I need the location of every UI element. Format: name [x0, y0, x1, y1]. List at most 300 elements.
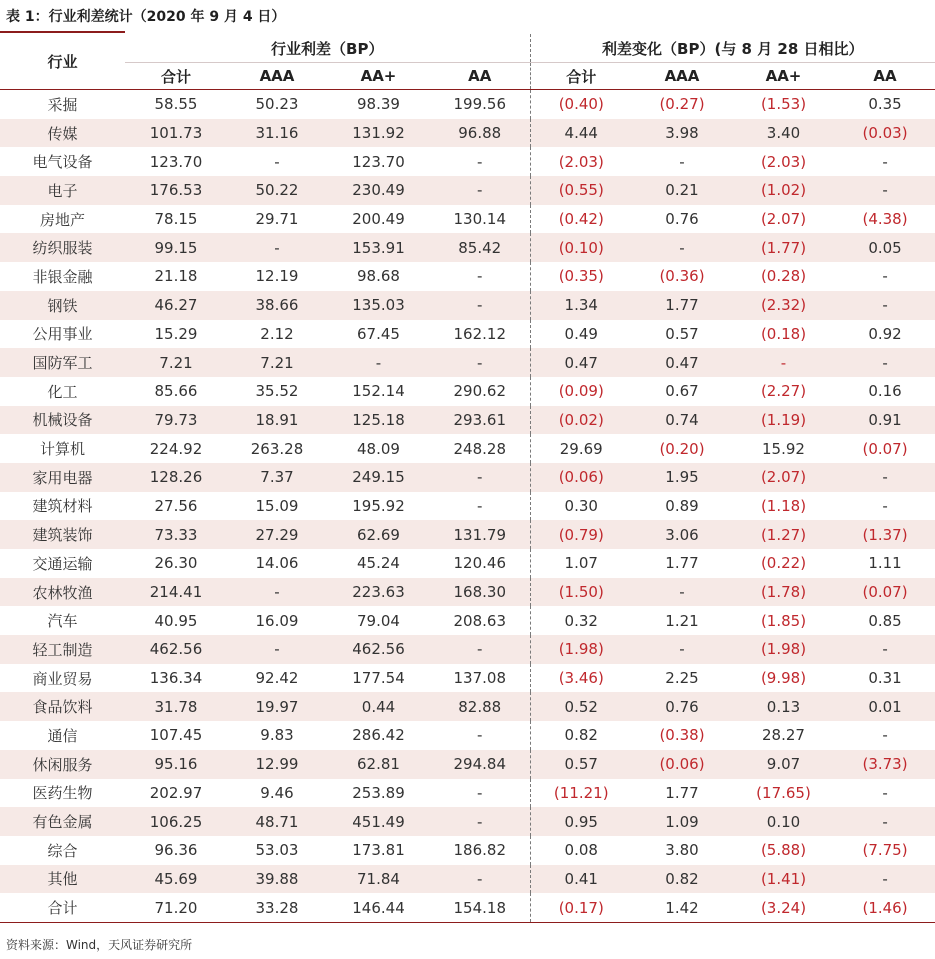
sub-header-2: AA+: [327, 63, 430, 90]
value-cell: 40.95: [154, 611, 198, 630]
industry-cell: 农林牧渔: [0, 578, 125, 607]
value-cell: 19.97: [227, 692, 327, 721]
value-cell: 0.30: [530, 492, 632, 521]
value-cell: (0.42): [530, 205, 632, 234]
table-row: [0, 750, 935, 779]
industry-cell: 合计: [0, 893, 125, 922]
value-cell: (1.53): [760, 95, 807, 114]
sub-header-6: AA+: [732, 63, 835, 90]
industry-cell: 轻工制造: [0, 635, 125, 664]
value-cell: 162.12: [453, 324, 506, 343]
value-cell: 462.56: [125, 635, 227, 664]
value-cell: 177.54: [352, 669, 405, 688]
value-cell: -: [274, 152, 280, 171]
spread-table: [0, 34, 935, 923]
value-cell: 0.74: [632, 406, 732, 435]
value-cell: -: [882, 267, 888, 286]
value-cell: -: [477, 267, 483, 286]
value-cell: -: [882, 726, 888, 745]
value-cell: (0.06): [530, 463, 632, 492]
value-cell: 1.11: [868, 554, 902, 573]
sub-header-7: AA: [835, 63, 935, 90]
value-cell: 248.28: [453, 439, 506, 458]
value-cell: 31.16: [227, 119, 327, 148]
table-row: [0, 692, 935, 721]
value-cell: 0.13: [732, 692, 835, 721]
value-cell: 120.46: [453, 554, 506, 573]
value-cell: (0.02): [530, 406, 632, 435]
value-cell: (0.18): [760, 324, 807, 343]
industry-cell: 通信: [47, 726, 78, 745]
value-cell: 208.63: [453, 611, 506, 630]
value-cell: 26.30: [154, 554, 198, 573]
table-row: [0, 434, 935, 463]
value-cell: 130.14: [453, 210, 506, 229]
value-cell: 62.81: [327, 750, 430, 779]
value-cell: -: [835, 635, 935, 664]
value-cell: -: [835, 463, 935, 492]
industry-cell: 综合: [47, 841, 78, 860]
value-cell: 33.28: [227, 893, 327, 922]
value-cell: (0.09): [530, 377, 632, 406]
value-cell: 123.70: [352, 152, 405, 171]
value-cell: 0.82: [530, 721, 632, 750]
value-cell: (0.35): [530, 262, 632, 291]
value-cell: -: [430, 865, 530, 894]
value-cell: (1.19): [732, 406, 835, 435]
value-cell: -: [430, 176, 530, 205]
value-cell: 0.76: [665, 210, 699, 229]
value-cell: 154.18: [430, 893, 530, 922]
value-cell: (1.98): [732, 635, 835, 664]
table-row: [0, 606, 935, 635]
value-cell: 286.42: [352, 726, 405, 745]
value-cell: 0.82: [632, 865, 732, 894]
value-cell: -: [732, 348, 835, 377]
value-cell: -: [227, 233, 327, 262]
value-cell: -: [227, 635, 327, 664]
table-row: [0, 377, 935, 406]
industry-cell: 电子: [0, 176, 125, 205]
value-cell: (9.98): [760, 669, 807, 688]
value-cell: 39.88: [227, 865, 327, 894]
value-cell: 131.79: [430, 520, 530, 549]
value-cell: (2.32): [732, 291, 835, 320]
value-cell: (0.20): [659, 439, 705, 458]
value-cell: 1.42: [632, 893, 732, 922]
value-cell: 153.91: [327, 233, 430, 262]
value-cell: 128.26: [125, 463, 227, 492]
industry-cell: 国防军工: [0, 348, 125, 377]
value-cell: (0.17): [530, 893, 632, 922]
industry-cell: 公用事业: [32, 325, 93, 344]
value-cell: 96.88: [430, 119, 530, 148]
value-cell: 125.18: [327, 406, 430, 435]
table-row: [0, 320, 935, 349]
value-cell: -: [477, 726, 483, 745]
value-cell: 176.53: [125, 176, 227, 205]
table-row: [0, 721, 935, 750]
value-cell: 0.76: [632, 692, 732, 721]
value-cell: 79.04: [357, 611, 400, 630]
table-row: [0, 549, 935, 578]
value-cell: (1.85): [760, 611, 807, 630]
table-row: [0, 865, 935, 894]
value-cell: 106.25: [125, 807, 227, 836]
value-cell: 0.32: [530, 606, 632, 635]
value-cell: (0.22): [760, 554, 807, 573]
value-cell: 451.49: [327, 807, 430, 836]
value-cell: 1.07: [530, 549, 632, 578]
value-cell: 0.67: [665, 382, 699, 401]
value-cell: 0.57: [665, 324, 699, 343]
value-cell: 46.27: [125, 291, 227, 320]
sub-header-5: AAA: [632, 63, 732, 90]
value-cell: (0.10): [530, 233, 632, 262]
value-cell: -: [430, 463, 530, 492]
value-cell: (1.46): [835, 893, 935, 922]
value-cell: 45.69: [125, 865, 227, 894]
value-cell: 0.08: [530, 836, 632, 865]
value-cell: (0.79): [530, 520, 632, 549]
value-cell: 186.82: [453, 841, 506, 860]
value-cell: -: [430, 635, 530, 664]
value-cell: 45.24: [357, 554, 400, 573]
value-cell: 0.52: [530, 692, 632, 721]
value-cell: 173.81: [352, 841, 405, 860]
value-cell: 62.69: [327, 520, 430, 549]
value-cell: 0.35: [868, 95, 902, 114]
value-cell: 0.47: [632, 348, 732, 377]
value-cell: 462.56: [327, 635, 430, 664]
value-cell: (0.07): [835, 578, 935, 607]
value-cell: (0.28): [760, 267, 807, 286]
industry-cell: 建筑材料: [32, 497, 93, 516]
value-cell: 146.44: [327, 893, 430, 922]
value-cell: 35.52: [255, 382, 299, 401]
value-cell: 27.29: [227, 520, 327, 549]
table-title: 表 1：行业利差统计（2020 年 9 月 4 日）: [6, 9, 286, 25]
industry-cell: 电气设备: [32, 153, 93, 172]
industry-cell: 非银金融: [32, 267, 93, 286]
value-cell: 123.70: [149, 152, 203, 171]
value-cell: 29.69: [530, 434, 632, 463]
value-cell: -: [882, 783, 888, 802]
value-cell: 0.85: [868, 611, 902, 630]
value-cell: -: [835, 176, 935, 205]
value-cell: 50.22: [227, 176, 327, 205]
value-cell: 21.18: [154, 267, 198, 286]
industry-cell: 食品饮料: [0, 692, 125, 721]
value-cell: 9.83: [260, 726, 294, 745]
value-cell: -: [632, 578, 732, 607]
value-cell: 71.84: [327, 865, 430, 894]
table-row: [0, 205, 935, 234]
value-cell: 4.44: [530, 119, 632, 148]
value-cell: 294.84: [430, 750, 530, 779]
value-cell: 3.40: [732, 119, 835, 148]
value-cell: 1.95: [632, 463, 732, 492]
sub-header-4: 合计: [530, 63, 632, 90]
value-cell: 18.91: [227, 406, 327, 435]
value-cell: 0.47: [530, 348, 632, 377]
value-cell: -: [227, 578, 327, 607]
industry-cell: 房地产: [39, 210, 85, 229]
industry-cell: 有色金属: [0, 807, 125, 836]
value-cell: -: [679, 152, 685, 171]
value-cell: (1.50): [530, 578, 632, 607]
value-cell: -: [430, 348, 530, 377]
value-cell: 3.06: [632, 520, 732, 549]
table-row: [0, 492, 935, 521]
value-cell: 27.56: [154, 496, 198, 515]
value-cell: 0.01: [835, 692, 935, 721]
value-cell: 3.80: [665, 841, 699, 860]
value-cell: -: [835, 348, 935, 377]
value-cell: -: [835, 807, 935, 836]
value-cell: (0.07): [862, 439, 908, 458]
value-cell: 263.28: [250, 439, 304, 458]
value-cell: 249.15: [327, 463, 430, 492]
table-row: [0, 893, 935, 922]
value-cell: 79.73: [125, 406, 227, 435]
sub-header-1: AAA: [227, 63, 327, 90]
value-cell: (1.98): [530, 635, 632, 664]
value-cell: 98.39: [357, 95, 400, 114]
spread-group-header: 行业利差（BP）: [271, 39, 384, 58]
value-cell: 0.21: [632, 176, 732, 205]
value-cell: (1.02): [732, 176, 835, 205]
value-cell: 0.31: [868, 669, 902, 688]
value-cell: (2.07): [732, 463, 835, 492]
value-cell: (1.37): [835, 520, 935, 549]
value-cell: (0.38): [659, 726, 705, 745]
table-row: [0, 119, 935, 148]
value-cell: 223.63: [327, 578, 430, 607]
value-cell: (1.78): [732, 578, 835, 607]
value-cell: (0.36): [659, 267, 705, 286]
value-cell: 168.30: [430, 578, 530, 607]
value-cell: -: [835, 865, 935, 894]
table-row: [0, 664, 935, 693]
value-cell: 48.09: [357, 439, 400, 458]
industry-cell: 商业贸易: [32, 669, 93, 688]
value-cell: 15.09: [255, 496, 299, 515]
table-body: [0, 90, 935, 923]
value-cell: 9.07: [732, 750, 835, 779]
value-cell: (0.03): [835, 119, 935, 148]
value-cell: 290.62: [453, 382, 506, 401]
value-cell: 95.16: [125, 750, 227, 779]
value-cell: -: [632, 233, 732, 262]
value-cell: 293.61: [430, 406, 530, 435]
industry-cell: 其他: [0, 865, 125, 894]
value-cell: 67.45: [357, 324, 400, 343]
value-cell: (2.07): [760, 210, 807, 229]
value-cell: -: [477, 152, 483, 171]
value-cell: (2.03): [530, 147, 632, 176]
value-cell: 224.92: [149, 439, 203, 458]
value-cell: 0.92: [868, 324, 902, 343]
value-cell: 50.23: [255, 95, 299, 114]
industry-header: 行业: [0, 34, 125, 90]
value-cell: 0.91: [835, 406, 935, 435]
industry-cell: 钢铁: [0, 291, 125, 320]
value-cell: 214.41: [125, 578, 227, 607]
value-cell: 253.89: [352, 783, 405, 802]
value-cell: 16.09: [255, 611, 299, 630]
value-cell: (1.18): [760, 496, 807, 515]
title-rule: [0, 31, 125, 33]
industry-cell: 汽车: [47, 612, 78, 631]
table-row: [0, 635, 935, 664]
table-row: [0, 233, 935, 262]
value-cell: 3.98: [632, 119, 732, 148]
table-row: [0, 176, 935, 205]
value-cell: (0.27): [659, 95, 705, 114]
value-cell: 152.14: [352, 382, 405, 401]
industry-cell: 传媒: [0, 119, 125, 148]
value-cell: (3.73): [835, 750, 935, 779]
value-cell: 12.99: [227, 750, 327, 779]
value-cell: 29.71: [255, 210, 299, 229]
value-cell: (0.06): [632, 750, 732, 779]
table-row: [0, 807, 935, 836]
value-cell: 2.25: [665, 669, 699, 688]
table-row: [0, 836, 935, 865]
value-cell: 85.42: [430, 233, 530, 262]
value-cell: 0.41: [530, 865, 632, 894]
value-cell: (0.40): [530, 90, 632, 119]
value-cell: 1.77: [632, 291, 732, 320]
table-row: [0, 779, 935, 808]
value-cell: 48.71: [227, 807, 327, 836]
table-row: [0, 578, 935, 607]
value-cell: 38.66: [227, 291, 327, 320]
value-cell: 195.92: [352, 496, 405, 515]
value-cell: 200.49: [352, 210, 405, 229]
value-cell: (3.24): [732, 893, 835, 922]
industry-cell: 机械设备: [0, 406, 125, 435]
industry-cell: 纺织服装: [0, 233, 125, 262]
value-cell: 71.20: [125, 893, 227, 922]
value-cell: -: [477, 783, 483, 802]
value-cell: 15.29: [154, 324, 198, 343]
value-cell: 7.21: [227, 348, 327, 377]
source-note: 资料来源：Wind，天风证券研究所: [6, 938, 193, 952]
table-row: [0, 348, 935, 377]
value-cell: 99.15: [125, 233, 227, 262]
value-cell: 15.92: [762, 439, 805, 458]
value-cell: 98.68: [357, 267, 400, 286]
industry-cell: 休闲服务: [0, 750, 125, 779]
value-cell: 199.56: [453, 95, 506, 114]
value-cell: -: [477, 496, 483, 515]
value-cell: 137.08: [453, 669, 506, 688]
value-cell: 131.92: [327, 119, 430, 148]
value-cell: (2.03): [760, 152, 807, 171]
value-cell: 7.21: [125, 348, 227, 377]
value-cell: 12.19: [255, 267, 299, 286]
table-row: [0, 262, 935, 291]
value-cell: (11.21): [530, 779, 632, 808]
value-cell: -: [327, 348, 430, 377]
value-cell: 58.55: [154, 95, 198, 114]
value-cell: 1.09: [632, 807, 732, 836]
industry-cell: 采掘: [47, 95, 78, 114]
industry-cell: 建筑装饰: [0, 520, 125, 549]
table-row: [0, 147, 935, 176]
value-cell: 28.27: [762, 726, 805, 745]
value-cell: 73.33: [125, 520, 227, 549]
value-cell: (4.38): [862, 210, 908, 229]
sub-header-3: AA: [430, 63, 530, 90]
industry-cell: 家用电器: [0, 463, 125, 492]
table-row: [0, 406, 935, 435]
value-cell: (1.77): [732, 233, 835, 262]
value-cell: (3.46): [530, 664, 632, 693]
value-cell: 101.73: [125, 119, 227, 148]
value-cell: 14.06: [255, 554, 299, 573]
value-cell: 1.21: [665, 611, 699, 630]
value-cell: 230.49: [327, 176, 430, 205]
value-cell: 78.15: [154, 210, 198, 229]
change-group-header: 利差变化（BP）(与 8 月 28 日相比）: [530, 34, 935, 63]
value-cell: 31.78: [125, 692, 227, 721]
value-cell: 0.44: [327, 692, 430, 721]
value-cell: -: [430, 291, 530, 320]
value-cell: (17.65): [756, 783, 811, 802]
value-cell: 136.34: [149, 669, 203, 688]
value-cell: 0.49: [530, 320, 632, 349]
value-cell: 1.77: [665, 783, 699, 802]
value-cell: -: [632, 635, 732, 664]
value-cell: (1.41): [732, 865, 835, 894]
value-cell: 0.05: [835, 233, 935, 262]
industry-cell: 交通运输: [32, 554, 93, 573]
value-cell: (2.27): [760, 382, 807, 401]
value-cell: 53.03: [255, 841, 299, 860]
value-cell: (0.55): [530, 176, 632, 205]
value-cell: -: [835, 291, 935, 320]
value-cell: 1.77: [665, 554, 699, 573]
table-row: [0, 463, 935, 492]
value-cell: 107.45: [149, 726, 203, 745]
table-row: [0, 291, 935, 320]
value-cell: 92.42: [255, 669, 299, 688]
value-cell: (7.75): [862, 841, 908, 860]
value-cell: (5.88): [760, 841, 807, 860]
value-cell: -: [430, 807, 530, 836]
value-cell: 0.16: [868, 382, 902, 401]
value-cell: -: [882, 152, 888, 171]
industry-cell: 化工: [47, 382, 78, 401]
value-cell: 1.34: [530, 291, 632, 320]
industry-cell: 计算机: [39, 440, 85, 459]
value-cell: 85.66: [154, 382, 198, 401]
value-cell: 2.12: [260, 324, 294, 343]
value-cell: 0.57: [530, 750, 632, 779]
sub-header-row: [0, 63, 935, 90]
value-cell: 0.95: [530, 807, 632, 836]
value-cell: 96.36: [154, 841, 198, 860]
value-cell: 7.37: [227, 463, 327, 492]
industry-cell: 医药生物: [32, 784, 93, 803]
value-cell: -: [882, 496, 888, 515]
table-row: [0, 520, 935, 549]
table-row: [0, 90, 935, 119]
value-cell: 0.89: [665, 496, 699, 515]
